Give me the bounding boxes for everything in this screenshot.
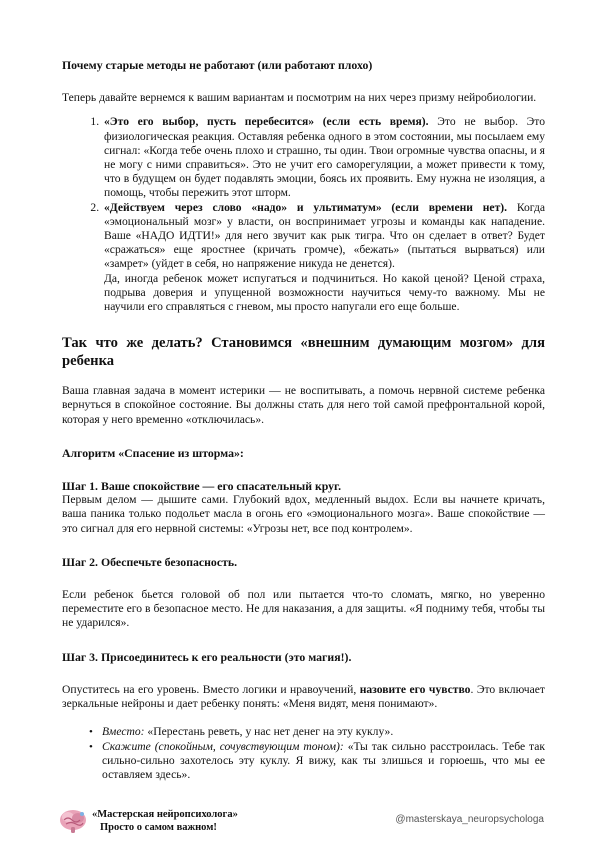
method-item-2: [102, 201, 545, 315]
example-item-2: [89, 739, 546, 783]
step-3-title: Шаг 3. Присоединитесь к его реальности (это магия!).: [62, 649, 352, 664]
example-2-text: «Ты так сильно расстроилась. Тебе так сильно-сильно захотелось эту куклу. Я вижу, как ты злишься и горюешь, что мы ее оставляем здесь».: [102, 739, 546, 781]
method-2-text: Когда «эмоциональный мозг» у власти, он воспринимает угрозы и команды как нападение. Ваше «НАДО ИДТИ!» для него звучит как рык тигра. Что он сделает в ответ? Будет «сражаться» еще яростнее (кричать громче), «бежать» (пытаться вырваться) или «замрет» (уйдет в себя, но напряжение никуда не денется).: [104, 200, 545, 271]
methods-list: [62, 115, 545, 314]
example-item-1: [89, 725, 545, 739]
step-3-text-bold: назовите его чувство: [359, 682, 471, 696]
section-heading-what-to-do: Так что же делать? Становимся «внешним думающим мозгом» для ребенка: [62, 335, 545, 370]
method-2-continuation: Да, иногда ребенок может испугаться и подчиниться. Но какой ценой? Ценой страха, подрыва доверия и упущенной возможности научиться чему-то важному. Мы не научили его справляться с гневом, мы просто напугали его еще больше.: [104, 271, 545, 314]
bullet-icon: •: [89, 726, 93, 739]
step-3-text-end: . Это включает зеркальные нейроны и дает ребенку понять: «Меня видят, меня понимают».: [62, 682, 545, 711]
brain-icon: [58, 808, 88, 834]
task-paragraph: Ваша главная задача в момент истерики — не воспитывать, а помочь нервной системе ребенка вернуться в спокойное состояние. Вы должны стать для него той самой префронтальной корой, которая у него временно «отключилась».: [62, 384, 545, 426]
step-3-text: [62, 683, 545, 711]
step-2-text: Если ребенок бьется головой об пол или пытается что-то сломать, мягко, но уверенно переместите его в безопасное место. Не для наказания, а для защиты. «Я подниму тебя, чтобы ты не ударился».: [62, 588, 545, 630]
method-1-lead: «Это его выбор, пусть перебесится» (если есть время).: [104, 115, 429, 129]
social-handle: @masterskaya_neuropsychologa: [395, 814, 544, 825]
step-1-title: Шаг 1. Ваше спокойствие — его спасательный круг.: [62, 479, 342, 494]
example-1-text: «Перестань реветь, у нас нет денег на эту куклу».: [144, 725, 394, 739]
step-3-text-start: Опуститесь на его уровень. Вместо логики и нравоучений,: [62, 682, 360, 696]
section-heading-old-methods: Почему старые методы не работают (или работают плохо): [62, 58, 373, 72]
method-1-text: Это не выбор. Это физиологическая реакция. Оставляя ребенка одного в этом состоянии, мы посылаем ему сигнал: «Когда тебе очень плохо и страшно, ты один. Твои огромные чувства опасны, и я не могу с ними справиться». Это не учит его саморегуляции, а может привести к тому, что в будущем он будет подавлять эмоции, боясь их проявить. Ему нужна не изоляция, а помощь, чтобы пережить этот шторм.: [104, 115, 546, 200]
example-2-label: Скажите (спокойным, сочувствующим тоном):: [102, 739, 344, 753]
method-2-lead: «Действуем через слово «надо» и ультиматум» (если времени нет).: [104, 200, 508, 214]
brand-tagline: Просто о самом важном!: [100, 822, 217, 833]
brand-name: «Мастерская нейропсихолога»: [92, 809, 238, 820]
bullet-icon: •: [89, 740, 93, 753]
step-1-text: Первым делом — дышите сами. Глубокий вдох, медленный выдох. Если вы начнете кричать, ваша паника только подольет масла в огонь его «эмоционального мозга». Ваше спокойствие — это сигнал для его нервной системы: «Угрозы нет, все под контролем».: [62, 493, 545, 535]
method-item-1: [102, 115, 545, 200]
examples-list: [62, 725, 545, 782]
algorithm-title: Алгоритм «Спасение из шторма»:: [62, 445, 244, 460]
intro-paragraph: Теперь давайте вернемся к вашим вариантам и посмотрим на них через призму нейробиологии.: [62, 91, 537, 105]
document-body: [62, 58, 545, 782]
example-1-label: Вместо:: [102, 725, 145, 739]
step-2-title: Шаг 2. Обеспечьте безопасность.: [62, 554, 238, 569]
